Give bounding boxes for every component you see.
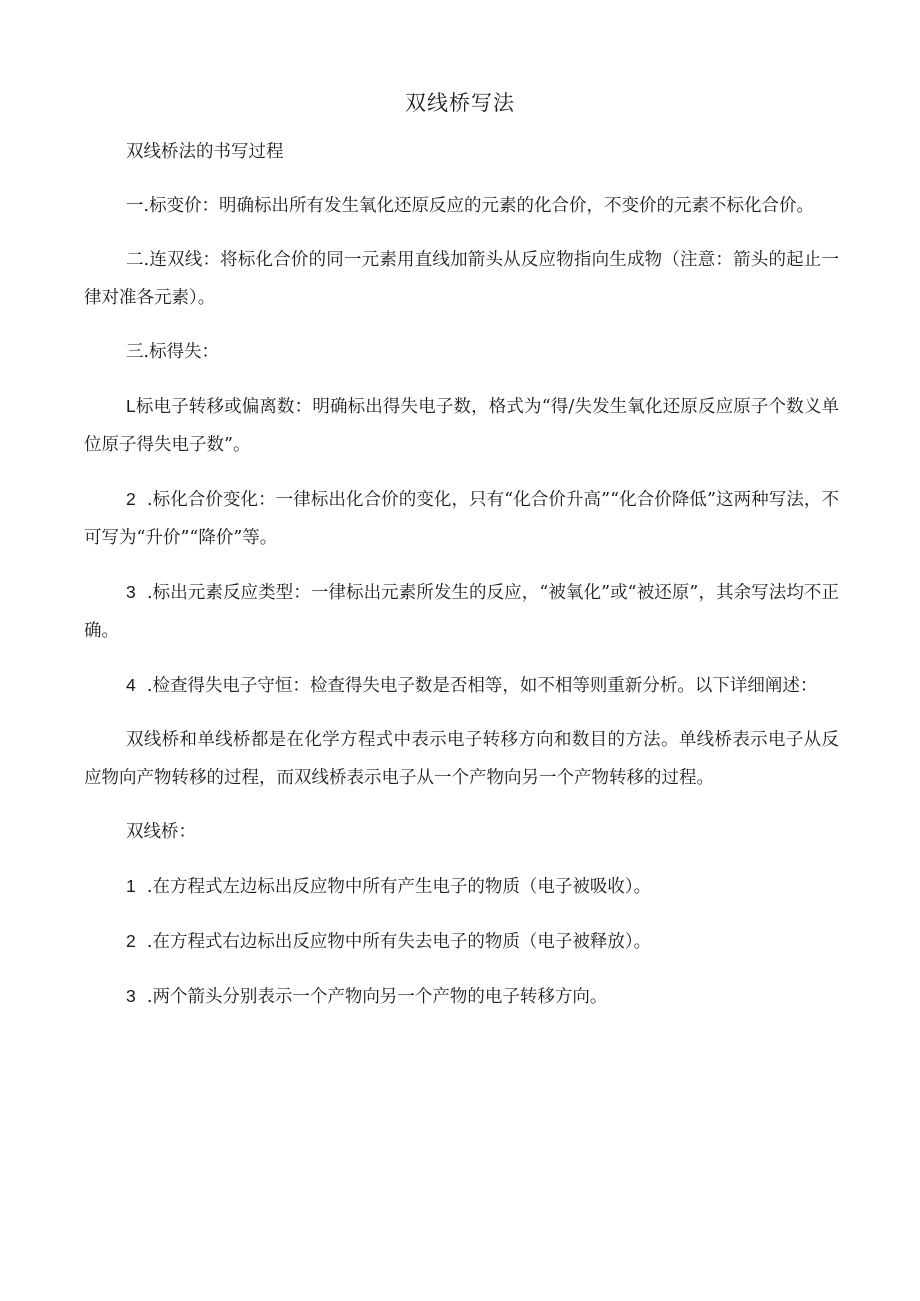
list-number: 3 bbox=[126, 582, 136, 602]
list-number: 2 bbox=[126, 489, 136, 509]
list-number: 4 bbox=[126, 675, 136, 695]
paragraph-double-bridge-heading bbox=[84, 813, 839, 851]
list-number: 1 bbox=[126, 876, 136, 896]
paragraph-text: 二.连双线：将标化合价的同一元素用直线加箭头从反应物指向生成物（注意：箭头的起止一律对准各元素）。 bbox=[84, 250, 839, 308]
paragraph-list-3 bbox=[84, 977, 839, 1016]
paragraph-substep-3 bbox=[84, 573, 839, 650]
paragraph-text: 三.标得失： bbox=[126, 342, 220, 362]
paragraph-text: .标出元素反应类型：一律标出元素所发生的反应，“被氧化”或“被还原”，其余写法均不正确。 bbox=[84, 583, 839, 641]
paragraph-list-1 bbox=[84, 867, 839, 906]
paragraph-substep-4 bbox=[84, 666, 839, 705]
list-number: 2 bbox=[126, 931, 136, 951]
paragraph-text: .标化合价变化：一律标出化合价的变化，只有“化合价升高”“化合价降低”这两种写法，不可写为“升价”“降价”等。 bbox=[84, 490, 839, 548]
list-number: 3 bbox=[126, 986, 136, 1006]
paragraph-text: .检查得失电子守恒：检查得失电子数是否相等，如不相等则重新分析。以下详细阐述： bbox=[146, 676, 818, 696]
paragraph-substep-1 bbox=[84, 387, 839, 464]
paragraph-text: .在方程式右边标出反应物中所有失去电子的物质（电子被释放）。 bbox=[146, 932, 652, 952]
paragraph-step-3 bbox=[84, 333, 839, 371]
paragraph-intro bbox=[84, 133, 839, 171]
paragraph-text: 双线桥： bbox=[126, 822, 196, 842]
paragraph-text: .两个箭头分别表示一个产物向另一个产物的电子转移方向。 bbox=[146, 987, 608, 1007]
paragraph-step-2 bbox=[84, 241, 839, 317]
paragraph-list-2 bbox=[84, 922, 839, 961]
paragraph-substep-2 bbox=[84, 480, 839, 557]
paragraph-text: 一.标变价：明确标出所有发生氧化还原反应的元素的化合价，不变价的元素不标化合价。 bbox=[126, 196, 815, 216]
document-title: 双线桥写法 bbox=[405, 91, 515, 115]
list-number: L bbox=[126, 396, 136, 416]
document-body bbox=[84, 133, 839, 1032]
paragraph-text: 标电子转移或偏离数：明确标出得失电子数，格式为“得/失发生氧化还原反应原子个数义单位原子得失电子数”。 bbox=[84, 397, 839, 455]
paragraph-explanation bbox=[84, 721, 839, 797]
paragraph-text: 双线桥法的书写过程 bbox=[126, 142, 284, 162]
paragraph-step-1 bbox=[84, 187, 839, 225]
paragraph-text: .在方程式左边标出反应物中所有产生电子的物质（电子被吸收）。 bbox=[146, 877, 652, 897]
paragraph-text: 双线桥和单线桥都是在化学方程式中表示电子转移方向和数目的方法。单线桥表示电子从反应物向产物转移的过程，而双线桥表示电子从一个产物向另一个产物转移的过程。 bbox=[84, 730, 839, 788]
